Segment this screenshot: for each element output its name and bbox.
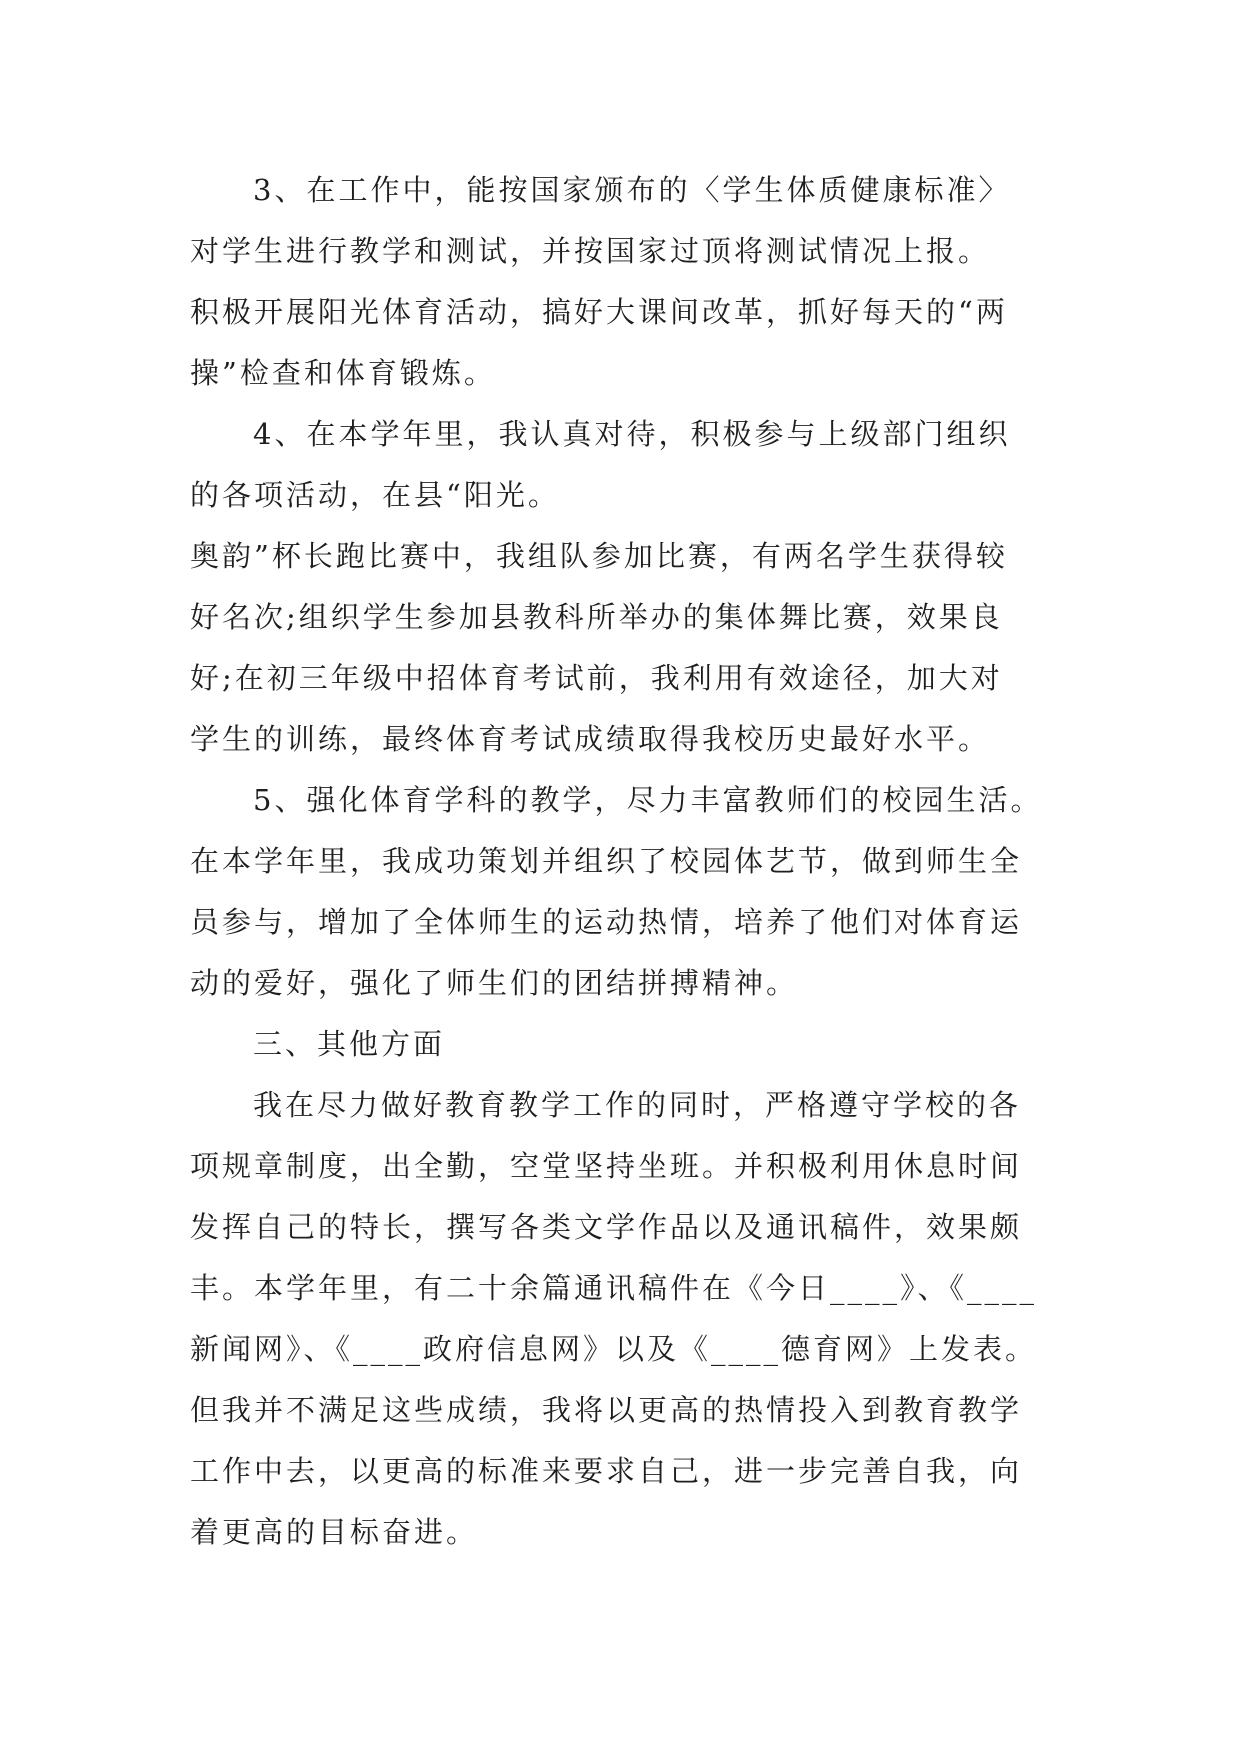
text-line: 好名次;组织学生参加县教科所举办的集体舞比赛，效果良	[190, 600, 1003, 634]
text-line: 的各项活动，在县“阳光。	[190, 478, 560, 512]
text-line: 操”检查和体育锻炼。	[190, 356, 496, 390]
text-line: 4、在本学年里，我认真对待，积极参与上级部门组织	[253, 417, 1011, 451]
text-line: 员参与，增加了全体师生的运动热情，培养了他们对体育运	[190, 905, 1023, 939]
text-line: 发挥自己的特长，撰写各类文学作品以及通讯稿件，效果颇	[190, 1210, 1023, 1244]
text-line: 我在尽力做好教育教学工作的同时，严格遵守学校的各	[253, 1088, 1022, 1122]
text-line: 项规章制度，出全勤，空堂坚持坐班。并积极利用休息时间	[190, 1149, 1023, 1183]
text-line: 5、强化体育学科的教学，尽力丰富教师们的校园生活。	[253, 783, 1043, 817]
text-line: 新闻网》、《____政府信息网》以及《____德育网》上发表。	[190, 1332, 1038, 1366]
text-line: 但我并不满足这些成绩，我将以更高的热情投入到教育教学	[190, 1393, 1023, 1427]
text-line: 动的爱好，强化了师生们的团结拼搏精神。	[190, 966, 799, 1000]
text-line: 着更高的目标奋进。	[190, 1515, 479, 1549]
text-line: 丰。本学年里，有二十余篇通讯稿件在《今日____》、《____	[190, 1271, 1038, 1305]
text-line: 好;在初三年级中招体育考试前，我利用有效途径，加大对	[190, 661, 1003, 695]
text-line: 工作中去，以更高的标准来要求自己，进一步完善自我，向	[190, 1454, 1023, 1488]
text-line: 积极开展阳光体育活动，搞好大课间改革，抓好每天的“两	[190, 295, 1008, 329]
section-heading: 三、其他方面	[253, 1027, 446, 1061]
text-line: 奥韵”杯长跑比赛中，我组队参加比赛，有两名学生获得较	[190, 539, 1008, 573]
text-line: 学生的训练，最终体育考试成绩取得我校历史最好水平。	[190, 722, 991, 756]
text-line: 对学生进行教学和测试，并按国家过顶将测试情况上报。	[190, 234, 991, 268]
text-line: 在本学年里，我成功策划并组织了校园体艺节，做到师生全	[190, 844, 1023, 878]
body-text	[190, 160, 1070, 1563]
text-line: 3、在工作中，能按国家颁布的〈学生体质健康标准〉	[253, 173, 1011, 207]
